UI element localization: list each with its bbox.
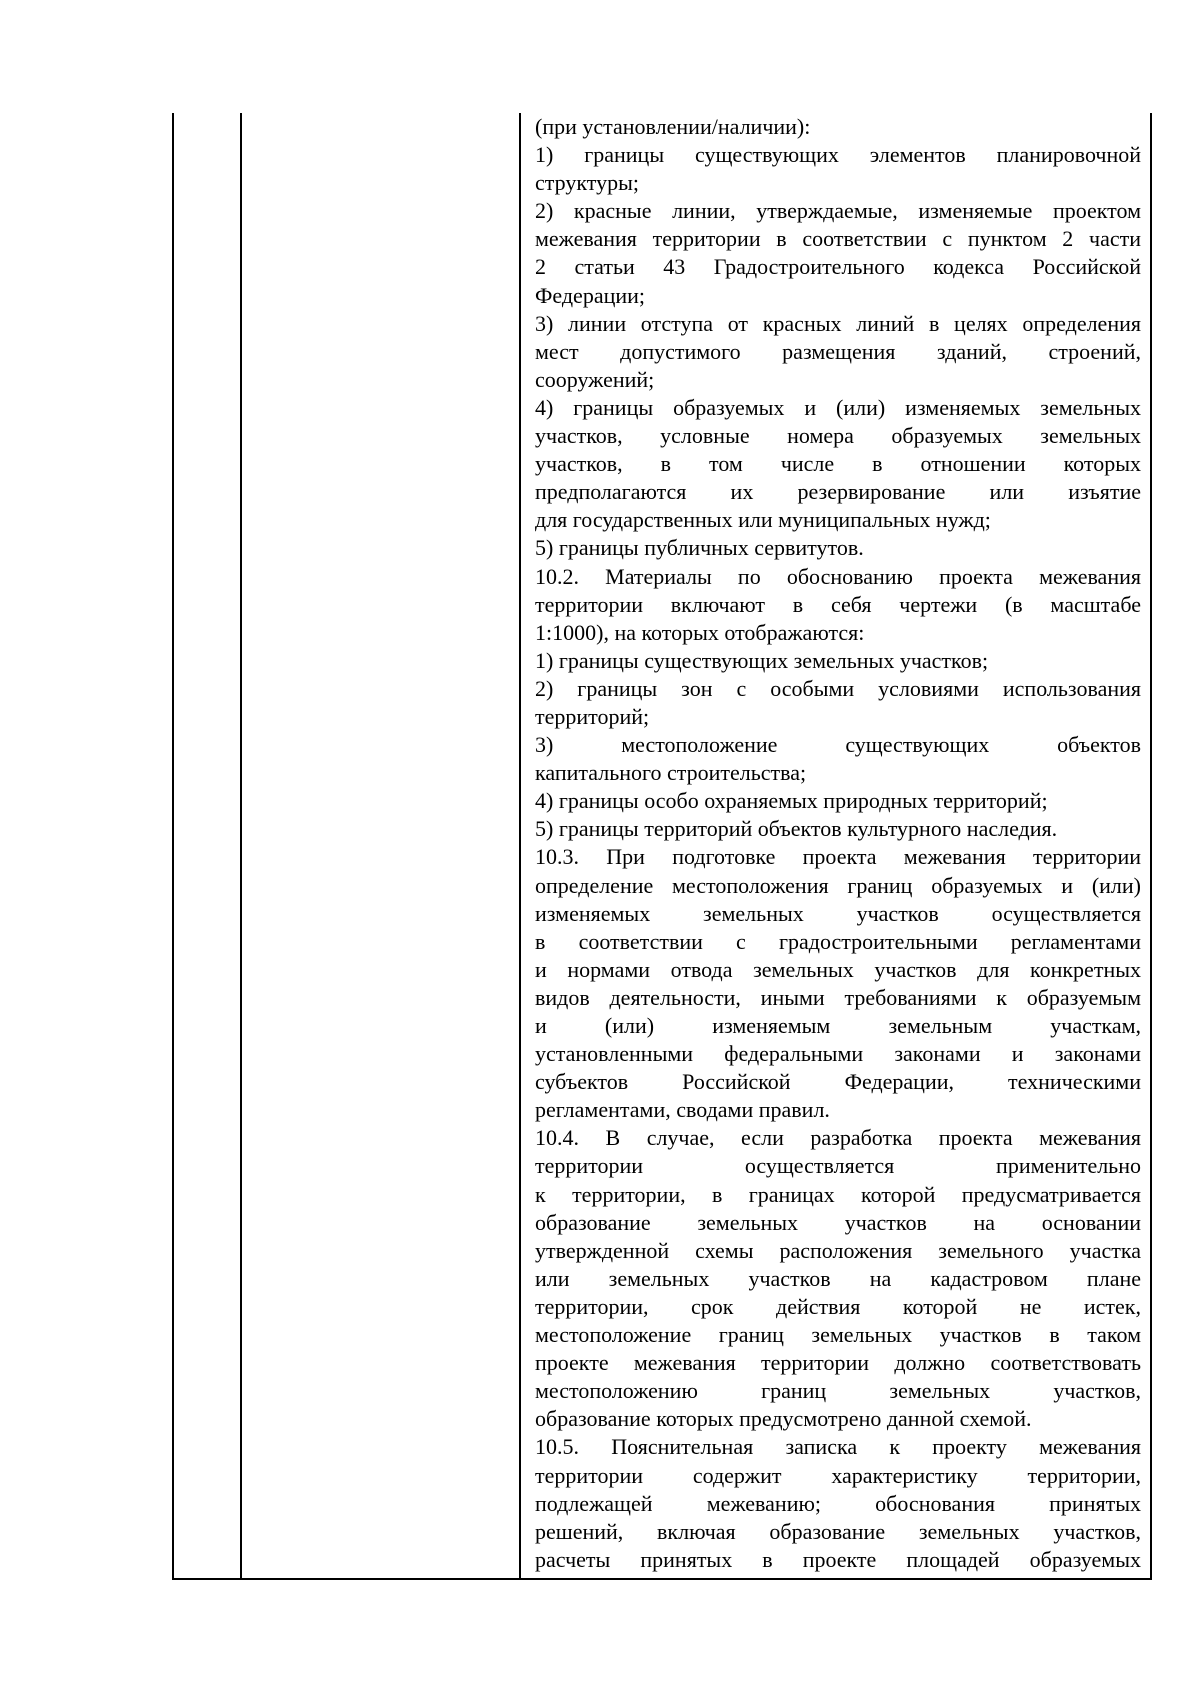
text-line: 10.2. Материалы по обоснованию проекта межевания (535, 563, 1141, 589)
text-line: утвержденной схемы расположения земельного участка (535, 1237, 1141, 1263)
text-line: 1) границы существующих земельных участков; (535, 647, 989, 673)
text-line: изменяемых земельных участков осуществляется (535, 900, 1141, 926)
text-line: территорий; (535, 703, 650, 729)
text-line: территории осуществляется применительно (535, 1153, 1141, 1179)
text-line: подлежащей межеванию; обоснования принятых (535, 1490, 1141, 1516)
table-border-left (172, 113, 174, 1580)
text-line: 1:1000), на которых отображаются: (535, 619, 865, 645)
text-line: предполагаются их резервирование или изъятие (535, 479, 1141, 505)
text-line: образование которых предусмотрено данной схемой. (535, 1406, 1032, 1432)
text-line: участков, условные номера образуемых земельных (535, 423, 1141, 449)
text-line: 3) местоположение существующих объектов (535, 732, 1141, 758)
text-line: 2) красные линии, утверждаемые, изменяемые проектом (535, 198, 1141, 224)
text-line: видов деятельности, иными требованиями к образуемым (535, 984, 1141, 1010)
text-line: 1) границы существующих элементов планировочной (535, 142, 1141, 168)
text-line: 10.3. При подготовке проекта межевания территории (535, 844, 1141, 870)
text-line: структуры; (535, 170, 639, 196)
table-border-bottom (172, 1578, 1152, 1580)
text-line: 2) границы зон с особыми условиями использования (535, 675, 1141, 701)
table-border-col1 (240, 113, 242, 1580)
text-line: установленными федеральными законами и законами (535, 1041, 1141, 1067)
text-line: территории содержит характеристику территории, (535, 1462, 1141, 1488)
text-line: участков, в том числе в отношении которых (535, 451, 1141, 477)
text-line: проекте межевания территории должно соответствовать (535, 1350, 1141, 1376)
text-line: и нормами отвода земельных участков для конкретных (535, 956, 1141, 982)
text-line: 2 статьи 43 Градостроительного кодекса Российской (535, 254, 1141, 280)
text-line: мест допустимого размещения зданий, строений, (535, 338, 1141, 364)
text-line: территории включают в себя чертежи (в масштабе (535, 591, 1141, 617)
text-line: 3) линии отступа от красных линий в целях определения (535, 310, 1141, 336)
text-line: 5) границы публичных сервитутов. (535, 535, 864, 561)
text-line: 4) границы особо охраняемых природных территорий; (535, 788, 1048, 814)
table-cell-text (535, 113, 1141, 1574)
text-line: (при установлении/наличии): (535, 114, 811, 139)
text-line: 10.5. Пояснительная записка к проекту межевания (535, 1434, 1141, 1460)
text-line: образование земельных участков на основании (535, 1209, 1141, 1235)
text-line: 10.4. В случае, если разработка проекта межевания (535, 1125, 1141, 1151)
text-line: и (или) изменяемым земельным участкам, (535, 1013, 1141, 1038)
text-line: или земельных участков на кадастровом плане (535, 1265, 1141, 1291)
text-line: территории, срок действия которой не истек, (535, 1293, 1141, 1319)
text-line: решений, включая образование земельных участков, (535, 1518, 1141, 1544)
text-line: капитального строительства; (535, 760, 807, 786)
text-line: 4) границы образуемых и (или) изменяемых земельных (535, 394, 1141, 420)
text-line: сооружений; (535, 366, 655, 392)
text-line: расчеты принятых в проекте площадей образуемых (535, 1546, 1141, 1572)
text-line: местоположению границ земельных участков, (535, 1378, 1141, 1404)
text-line: межевания территории в соответствии с пунктом 2 части (535, 226, 1141, 252)
text-line: для государственных или муниципальных нужд; (535, 507, 991, 533)
text-line: регламентами, сводами правил. (535, 1097, 830, 1123)
text-line: к территории, в границах которой предусматривается (535, 1181, 1141, 1207)
text-line: субъектов Российской Федерации, техническими (535, 1069, 1141, 1095)
table-border-right (1150, 113, 1152, 1580)
table-border-col2 (519, 113, 521, 1580)
text-line: местоположение границ земельных участков в таком (535, 1322, 1141, 1348)
text-line: определение местоположения границ образуемых и (или) (535, 872, 1141, 898)
text-line: Федерации; (535, 282, 646, 308)
text-line: в соответствии с градостроительными регламентами (535, 928, 1141, 954)
text-line: 5) границы территорий объектов культурного наследия. (535, 816, 1058, 842)
